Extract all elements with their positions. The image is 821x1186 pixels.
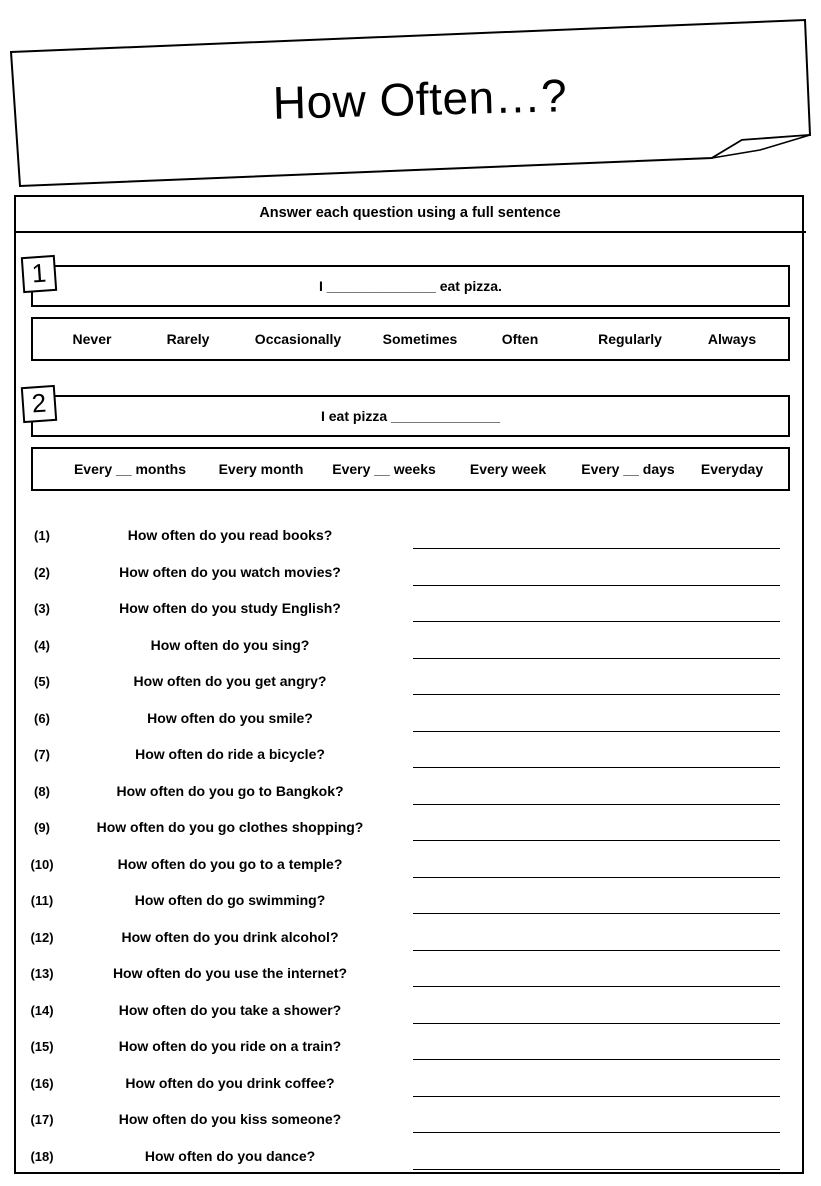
question-row: [0, 1033, 821, 1063]
instruction-bar: Answer each question using a full sentence: [14, 195, 806, 233]
answer-line[interactable]: [413, 950, 780, 951]
frequency-option: Occasionally: [254, 331, 342, 347]
frequency-option: Every __ days: [581, 461, 675, 477]
answer-line[interactable]: [413, 1169, 780, 1170]
answer-line[interactable]: [413, 694, 780, 695]
question-row: [0, 960, 821, 990]
answer-line[interactable]: [413, 986, 780, 987]
question-text: How often do you kiss someone?: [118, 1111, 342, 1127]
frequency-option: Every month: [218, 461, 304, 477]
answer-line[interactable]: [413, 658, 780, 659]
question-row: [0, 997, 821, 1027]
question-number: (10): [30, 857, 54, 872]
question-number: (13): [30, 966, 54, 981]
frequency-option: Every __ weeks: [332, 461, 436, 477]
question-row: [0, 1106, 821, 1136]
question-number: (11): [30, 893, 54, 908]
exercise-2-sentence: I eat pizza ______________: [31, 395, 790, 437]
question-text: How often do you get angry?: [133, 673, 327, 689]
question-row: [0, 595, 821, 625]
answer-line[interactable]: [413, 804, 780, 805]
question-number: (3): [34, 601, 50, 616]
question-row: [0, 522, 821, 552]
question-number: (4): [34, 638, 50, 653]
exercise-1-options: [31, 317, 790, 361]
question-text: How often do you drink coffee?: [125, 1075, 335, 1091]
answer-line[interactable]: [413, 731, 780, 732]
question-row: [0, 851, 821, 881]
question-number: (7): [34, 747, 50, 762]
question-row: [0, 559, 821, 589]
question-text: How often do go swimming?: [134, 892, 326, 908]
question-text: How often do you go clothes shopping?: [96, 819, 364, 835]
exercise-2-badge: 2: [21, 385, 57, 423]
exercise-1-sentence: I ______________ eat pizza.: [31, 265, 790, 307]
question-text: How often do you read books?: [127, 527, 333, 543]
question-number: (14): [30, 1003, 54, 1018]
question-text: How often do you ride on a train?: [118, 1038, 342, 1054]
answer-line[interactable]: [413, 840, 780, 841]
exercise-2-options: [31, 447, 790, 491]
question-number: (2): [34, 565, 50, 580]
answer-line[interactable]: [413, 1023, 780, 1024]
question-row: [0, 887, 821, 917]
question-row: [0, 705, 821, 735]
question-text: How often do you go to a temple?: [117, 856, 343, 872]
answer-line[interactable]: [413, 767, 780, 768]
question-text: How often do you go to Bangkok?: [116, 783, 344, 799]
answer-line[interactable]: [413, 1059, 780, 1060]
frequency-option: Often: [501, 331, 539, 347]
answer-line[interactable]: [413, 877, 780, 878]
question-text: How often do you sing?: [150, 637, 310, 653]
question-row: [0, 1143, 821, 1173]
question-row: [0, 668, 821, 698]
question-text: How often do you drink alcohol?: [121, 929, 339, 945]
answer-line[interactable]: [413, 913, 780, 914]
frequency-option: Never: [72, 331, 112, 347]
question-number: (12): [30, 930, 54, 945]
question-row: [0, 741, 821, 771]
question-number: (17): [30, 1112, 54, 1127]
question-number: (6): [34, 711, 50, 726]
question-row: [0, 1070, 821, 1100]
answer-line[interactable]: [413, 1132, 780, 1133]
answer-line[interactable]: [413, 1096, 780, 1097]
frequency-option: Rarely: [166, 331, 210, 347]
answer-line[interactable]: [413, 548, 780, 549]
answer-line[interactable]: [413, 621, 780, 622]
question-number: (18): [30, 1149, 54, 1164]
question-number: (5): [34, 674, 50, 689]
frequency-option: Every __ months: [73, 461, 187, 477]
frequency-option: Every week: [469, 461, 547, 477]
exercise-1-badge: 1: [21, 255, 57, 293]
question-number: (8): [34, 784, 50, 799]
question-text: How often do you use the internet?: [112, 965, 348, 981]
question-row: [0, 924, 821, 954]
question-number: (15): [30, 1039, 54, 1054]
answer-line[interactable]: [413, 585, 780, 586]
question-text: How often do you study English?: [119, 600, 341, 616]
page-title: How Often…?: [272, 69, 568, 129]
frequency-option: Sometimes: [382, 331, 458, 347]
frequency-option: Always: [707, 331, 757, 347]
question-number: (16): [30, 1076, 54, 1091]
question-text: How often do ride a bicycle?: [135, 746, 325, 762]
question-text: How often do you dance?: [144, 1148, 316, 1164]
question-row: [0, 778, 821, 808]
question-row: [0, 632, 821, 662]
question-row: [0, 814, 821, 844]
question-number: (9): [34, 820, 50, 835]
question-text: How often do you watch movies?: [119, 564, 341, 580]
frequency-option: Everyday: [700, 461, 764, 477]
question-number: (1): [34, 528, 50, 543]
question-text: How often do you take a shower?: [118, 1002, 342, 1018]
frequency-option: Regularly: [598, 331, 662, 347]
question-text: How often do you smile?: [147, 710, 313, 726]
